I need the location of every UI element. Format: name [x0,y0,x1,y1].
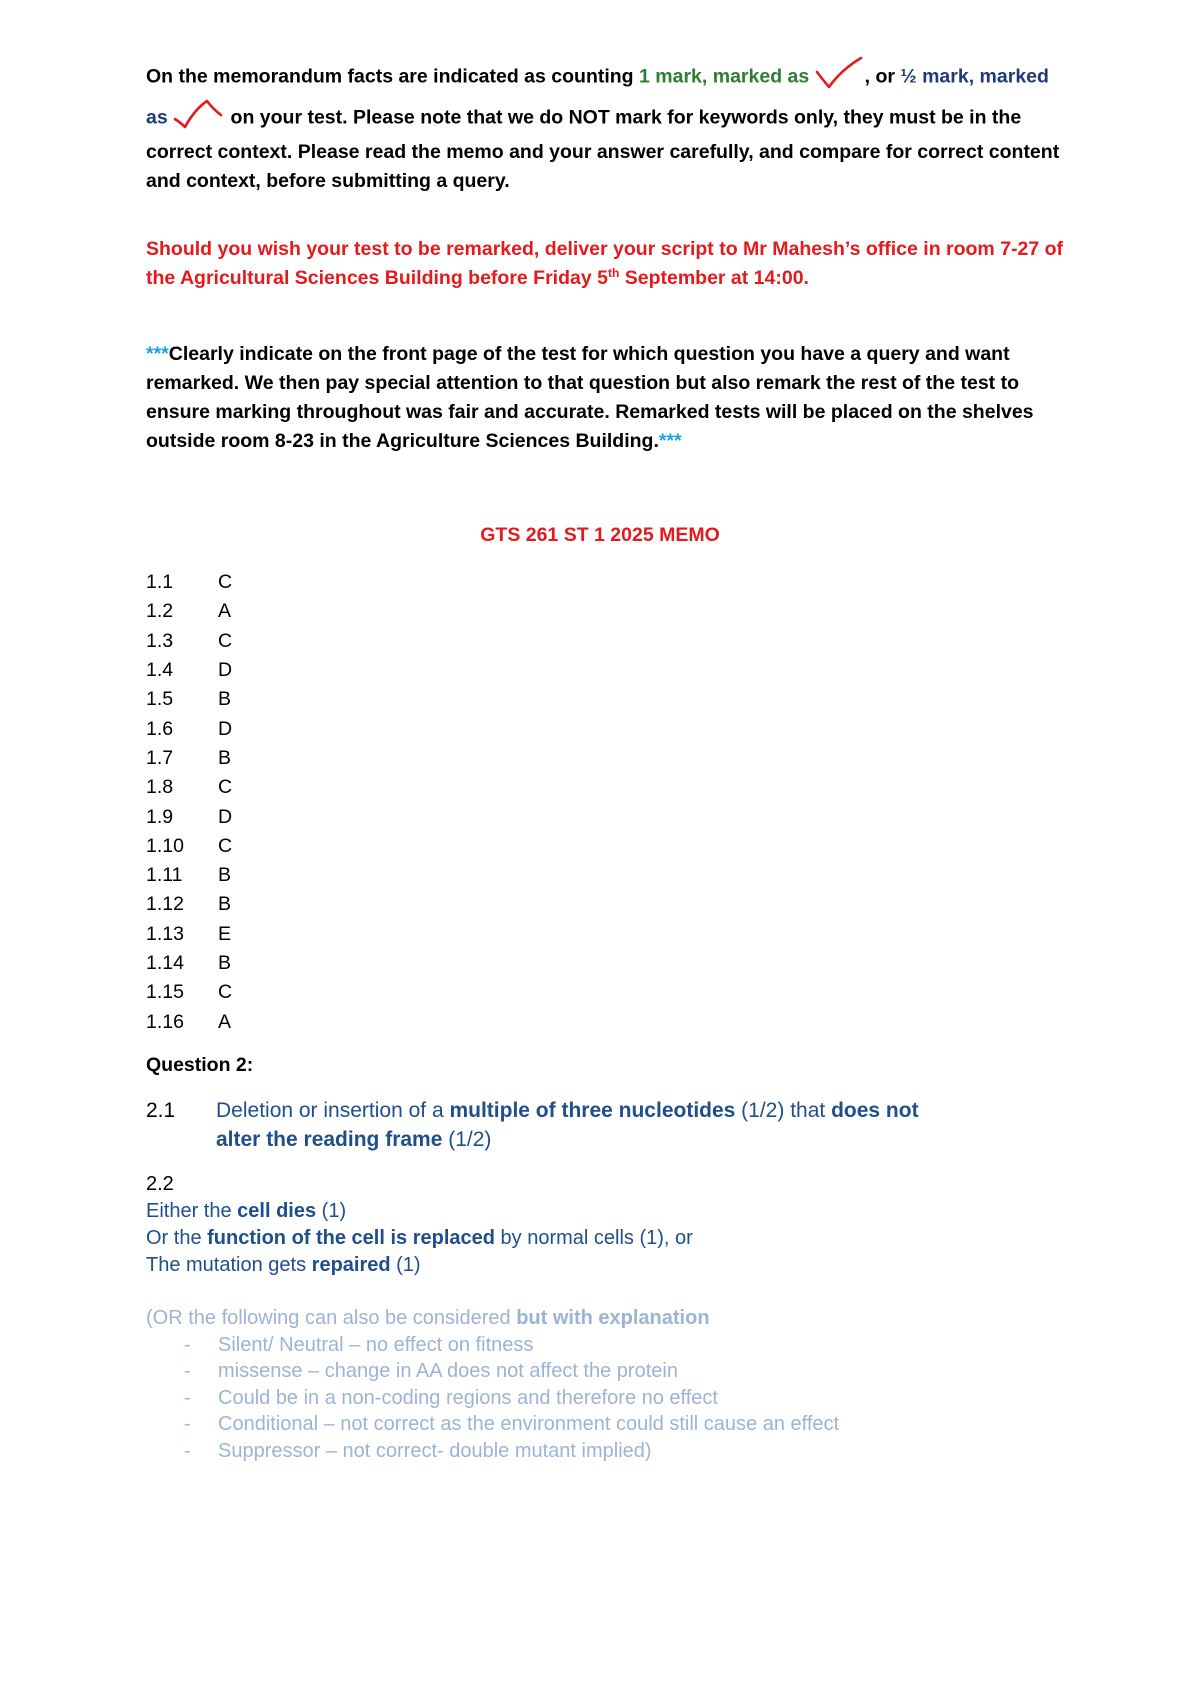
answer-letter: B [218,864,232,887]
answer-letter: D [218,659,233,682]
answer-2-2-line [146,1252,1064,1279]
list-item [146,1438,1064,1465]
intro-text-2: , or [864,65,901,88]
text-run: Or the [146,1227,208,1249]
answer-number: 1.14 [146,952,184,974]
text-run-bold: does not alter the reading frame [216,1099,919,1151]
dash-bullet: - [184,1360,191,1382]
list-item-text: Silent/ Neutral – no effect on fitness [218,1333,534,1356]
remark-superscript: th [607,266,620,280]
text-run: Deletion or insertion of a [216,1099,450,1122]
answer-number: 1.12 [146,893,184,916]
answer-number: 1.5 [146,688,174,711]
answer-row [146,685,1064,714]
answer-letter: C [218,834,233,857]
answer-row [146,773,1064,802]
text-run: (1/2) [442,1128,492,1151]
answer-row [146,920,1064,949]
answer-letter: A [218,600,232,623]
answer-letter: C [218,571,233,594]
answer-row [146,568,1064,597]
text-run: The mutation gets [146,1254,312,1276]
query-text: Clearly indicate on the front page of the test for which question you have a query and want remarked. We then pay special attention to that question but also remark the rest of the test to ensure marking throughout was fair and accurate. Remarked tests will be placed on the shelves outside room 8-23 in the Agriculture Sciences Building. [146,343,1034,452]
answer-list [146,568,1064,1037]
answer-number: 1.15 [146,981,184,1004]
answer-2-1-number: 2.1 [146,1099,176,1122]
answer-number: 1.1 [146,571,174,594]
answer-letter: B [218,746,232,769]
memo-title: GTS 261 ST 1 2025 MEMO [480,524,720,546]
text-run: Either the [146,1200,238,1222]
alternative-answers [146,1305,1064,1464]
alternative-list [146,1332,1064,1465]
answer-number: 1.3 [146,629,174,652]
list-item [146,1411,1064,1438]
dash-bullet: - [184,1413,191,1435]
answer-number: 1.9 [146,805,174,828]
intro-paragraph [146,56,1064,196]
answer-letter: B [218,952,232,974]
answer-number: 1.11 [146,864,183,887]
answer-letter: E [218,922,232,945]
answer-row [146,802,1064,831]
query-instructions [146,340,1064,456]
list-item-text: missense – change in AA does not affect the protein [218,1360,678,1382]
text-run: (1) [390,1254,421,1276]
red-check-icon [815,56,865,99]
list-item [146,1385,1064,1412]
answer-letter: C [218,776,233,799]
list-item-text: Suppressor – not correct- double mutant implied) [218,1439,652,1462]
alternative-lead [146,1305,1064,1332]
question-2-title: Question 2: [146,1054,254,1076]
answer-row [146,978,1064,1007]
answer-row [146,949,1064,978]
answer-letter: B [218,688,232,711]
answer-letter: A [218,1010,232,1033]
answer-2-2-number: 2.2 [146,1173,174,1195]
text-run-bold: multiple of three nucleotides [449,1099,736,1122]
dash-bullet: - [184,1386,191,1409]
text-run-bold: function of the cell is replaced [207,1227,495,1249]
remark-text-2: September at 14:00. [619,267,809,289]
answer-row [146,597,1064,626]
answer-row [146,890,1064,919]
text-run: by normal cells (1), or [494,1227,693,1249]
stars-close: *** [658,430,682,452]
text-run-bold: cell dies [237,1200,317,1222]
answer-number: 1.8 [146,776,174,799]
text-run: (1) [316,1200,347,1222]
answer-letter: C [218,629,233,652]
list-item-text: Could be in a non-coding regions and therefore no effect [218,1386,718,1409]
answer-letter: C [218,981,233,1004]
answer-number: 1.10 [146,834,184,857]
remark-text-1: Should you wish your test to be remarked, deliver your script to Mr Mahesh’s office in room 7-27 of the Agricultural Sciences Building before Friday 5 [146,238,1064,289]
answer-2-2-line [146,1225,1064,1252]
answer-row [146,832,1064,861]
list-item-text: Conditional – not correct as the environment could still cause an effect [218,1413,840,1435]
remark-notice [146,235,1064,293]
answer-number: 1.4 [146,659,174,682]
answer-letter: D [218,717,233,740]
answer-row [146,1007,1064,1036]
answer-2-2 [146,1171,1064,1279]
half-mark-label-2: marked as [146,65,1049,129]
one-mark-label: 1 mark, marked as [639,65,810,88]
list-item [146,1358,1064,1385]
text-run-bold: but with explanation [516,1307,710,1329]
answer-row [146,656,1064,685]
list-item [146,1332,1064,1359]
stars-open: *** [146,343,169,365]
answer-2-1-text [216,1096,936,1154]
answer-number: 1.7 [146,746,174,769]
answer-row [146,744,1064,773]
text-run: (1/2) that [735,1099,832,1122]
dash-bullet: - [184,1333,191,1356]
answer-letter: B [218,893,232,916]
answer-letter: D [218,805,233,828]
text-run-bold: repaired [311,1254,391,1276]
answer-number: 1.13 [146,922,184,945]
answer-row [146,627,1064,656]
answer-2-1 [146,1096,1064,1154]
answer-row [146,861,1064,890]
red-half-check-icon [173,99,225,138]
intro-text-1: On the memorandum facts are indicated as counting [146,65,640,88]
text-run: (OR the following can also be considered [146,1307,517,1329]
half-mark-label: ½ mark, [900,65,975,88]
intro-text-3: on your test. Please note that we do NOT mark for keywords only, they must be in the correct context. Please read the memo and your answer carefully, and compare for correct content and context, before submitting a query. [146,106,1060,192]
dash-bullet: - [184,1439,191,1462]
answer-2-2-line [146,1198,1064,1225]
answer-number: 1.6 [146,717,174,740]
answer-number: 1.2 [146,600,174,623]
answer-number: 1.16 [146,1010,184,1033]
answer-row [146,714,1064,743]
